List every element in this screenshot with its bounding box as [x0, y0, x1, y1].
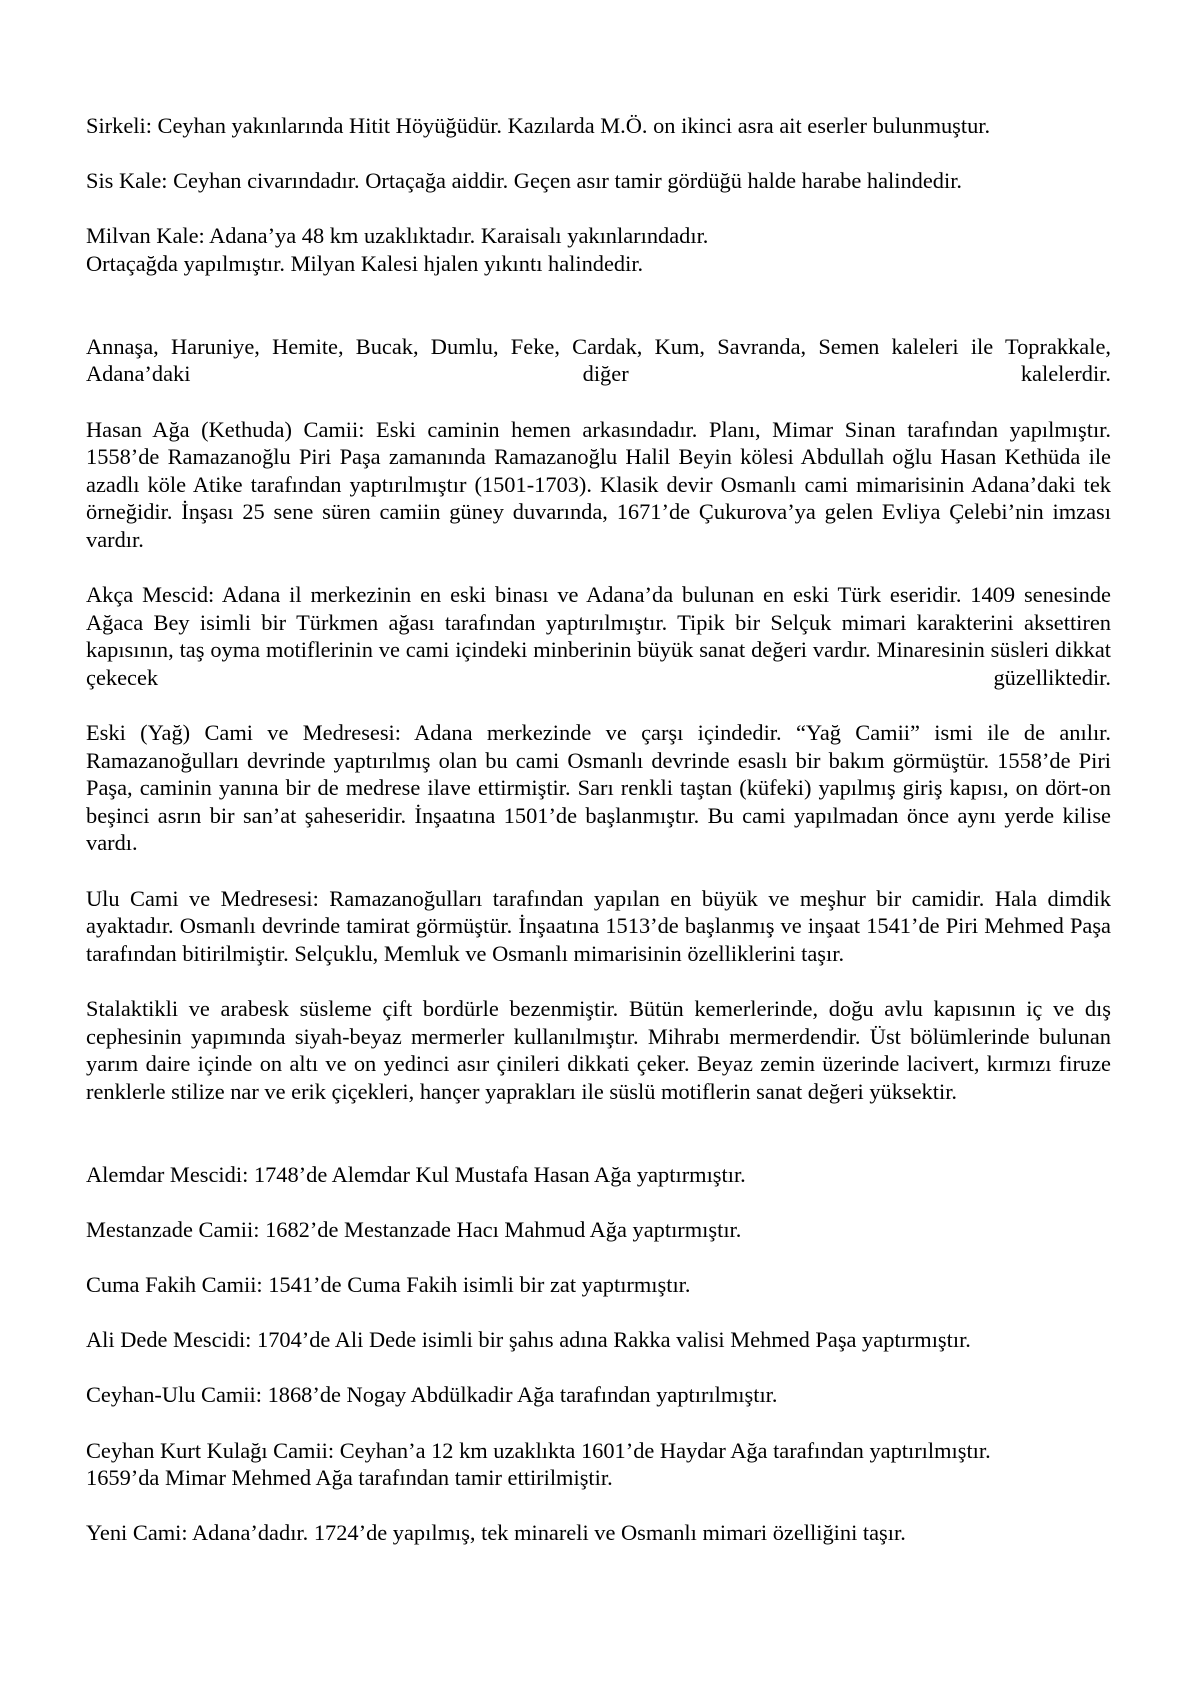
paragraph-line: Ceyhan Kurt Kulağı Camii: Ceyhan’a 12 km uzaklıkta 1601’de Haydar Ağa tarafından yaptırılmıştır. [86, 1437, 991, 1463]
paragraph-ali-dede-mescidi: Ali Dede Mescidi: 1704’de Ali Dede isimli bir şahıs adına Rakka valisi Mehmed Paşa yaptırmıştır. [86, 1327, 971, 1353]
spacer [86, 305, 1111, 333]
paragraph-line: 1659’da Mimar Mehmed Ağa tarafından tamir ettirilmiştir. [86, 1465, 613, 1491]
paragraph-line: Ortaçağda yapılmıştır. Milyan Kalesi hjalen yıkıntı halindedir. [86, 250, 644, 276]
spacer [86, 1133, 1111, 1161]
paragraph-eski-cami: Eski (Yağ) Cami ve Medresesi: Adana merkezinde ve çarşı içindedir. “Yağ Camii” ismi ile de anılır. Ramazanoğulları devrinde yaptırılmış olan bu cami Osmanlı devrinde esaslı bir bakım görmüştür. 1558’de Piri Paşa, caminin yanına bir de medrese ilave ettirmiştir. Sarı renkli taştan (küfeki) yapılmış giriş kapısı, on dört-on beşinci asrın bir san’at şaheseridir. İnşaatına 1501’de başlanmıştır. Bu cami yapılmadan önce aynı yerde kilise vardı. [86, 720, 1111, 856]
paragraph-ceyhan-ulu-camii: Ceyhan-Ulu Camii: 1868’de Nogay Abdülkadir Ağa tarafından yaptırılmıştır. [86, 1382, 778, 1408]
paragraph-akca-mescid: Akça Mescid: Adana il merkezinin en eski binası ve Adana’da bulunan en eski Türk eseridir. 1409 senesinde Ağaca Bey isimli bir Türkmen ağası tarafından yaptırılmıştır. Tipik bir Selçuk mimari karakterini aksettiren kapısının, taş oyma motiflerinin ve cami içindeki minberinin büyük sanat değeri vardır. Minaresinin süsleri dikkat çekecek güzelliktedir. [86, 582, 1111, 690]
document-page [86, 112, 1111, 1574]
paragraph-mestanzade-camii: Mestanzade Camii: 1682’de Mestanzade Hacı Mahmud Ağa yaptırmıştır. [86, 1216, 742, 1242]
paragraph-kurt-kulagi-camii [86, 1437, 1111, 1492]
paragraph-line: Milvan Kale: Adana’ya 48 km uzaklıktadır. Karaisalı yakınlarındadır. [86, 223, 709, 249]
paragraph-milvan-kale [86, 222, 1111, 277]
paragraph-hasan-aga-camii: Hasan Ağa (Kethuda) Camii: Eski caminin hemen arkasındadır. Planı, Mimar Sinan tarafından yapılmıştır. 1558’de Ramazanoğlu Piri Paşa zamanında Ramazanoğlu Halil Beyin kölesi Abdullah oğlu Hasan Kethüda ile azadlı köle Atike tarafından yaptırılmıştır (1501-1703). Klasik devir Osmanlı cami mimarisinin Adana’daki tek örneğidir. İnşası 25 sene süren camiin güney duvarında, 1671’de Çukurova’ya gelen Evliya Çelebi’nin imzası vardır. [86, 416, 1111, 552]
paragraph-alemdar-mescidi: Alemdar Mescidi: 1748’de Alemdar Kul Mustafa Hasan Ağa yaptırmıştır. [86, 1161, 746, 1187]
paragraph-stalaktikli: Stalaktikli ve arabesk süsleme çift bordürle bezenmiştir. Bütün kemerlerinde, doğu avlu kapısının iç ve dış cephesinin yapımında siyah-beyaz mermerler kullanılmıştır. Mihrabı mermerdendir. Üst bölümlerinde bulunan yarım daire içinde on altı ve on yedinci asır çinileri dikkati çeker. Beyaz zemin üzerinde lacivert, kırmızı firuze renklerle stilize nar ve erik çiçekleri, hançer yaprakları ile süslü motiflerin sanat değeri yüksektir. [86, 996, 1111, 1104]
paragraph-kaleler: Annaşa, Haruniye, Hemite, Bucak, Dumlu, Feke, Cardak, Kum, Savranda, Semen kaleleri ile Toprakkale, Adana’daki diğer kalelerdir. [86, 333, 1111, 387]
paragraph-sirkeli: Sirkeli: Ceyhan yakınlarında Hitit Höyüğüdür. Kazılarda M.Ö. on ikinci asra ait eserler bulunmuştur. [86, 113, 991, 138]
paragraph-sis-kale: Sis Kale: Ceyhan civarındadır. Ortaçağa aiddir. Geçen asır tamir gördüğü halde harabe halindedir. [86, 168, 963, 194]
paragraph-yeni-cami: Yeni Cami: Adana’dadır. 1724’de yapılmış, tek minareli ve Osmanlı mimari özelliğini taşır. [86, 1520, 906, 1546]
paragraph-ulu-cami: Ulu Cami ve Medresesi: Ramazanoğulları tarafından yapılan en büyük ve meşhur bir camidir. Hala dimdik ayaktadır. Osmanlı devrinde tamirat görmüştür. İnşaatına 1513’de başlanmış ve inşaat 1541’de Piri Mehmed Paşa tarafından bitirilmiştir. Selçuklu, Memluk ve Osmanlı mimarisinin özelliklerini taşır. [86, 885, 1111, 966]
paragraph-cuma-fakih-camii: Cuma Fakih Camii: 1541’de Cuma Fakih isimli bir zat yaptırmıştır. [86, 1271, 691, 1297]
